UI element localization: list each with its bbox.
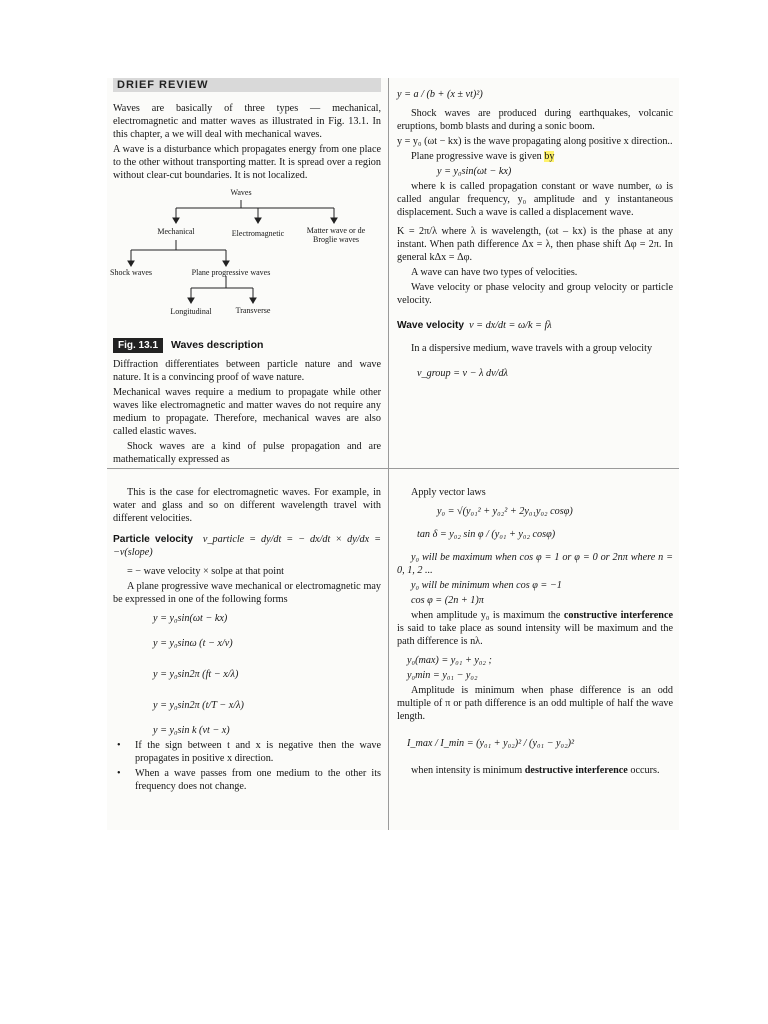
node-plane-progressive: Plane progressive waves: [191, 268, 271, 277]
plane-progressive-text: Plane progressive wave is given: [411, 151, 545, 162]
paragraph-plane-progressive: [397, 150, 673, 163]
paragraph-em-case: This is the case for electromagnetic waves. For example, in water and glass and so on different wavelength travel with different velocities.: [113, 487, 381, 524]
wave-velocity-label: Wave velocity: [397, 320, 465, 331]
left-bottom-column: [113, 486, 381, 795]
highlighted-word: by: [544, 151, 555, 162]
node-transverse: Transverse: [235, 306, 271, 315]
paragraph-diffraction: Diffraction differentiates between particle nature and wave nature. It is a convincing proof of wave nature.: [113, 359, 381, 383]
particle-velocity-line: [113, 533, 381, 559]
paragraph-shock-waves: Shock waves are a kind of pulse propagation and are mathematically expressed as: [113, 441, 381, 465]
scanned-page: [107, 78, 679, 830]
paragraph-wave-types: Waves are basically of three types — mechanical, electromagnetic and matter waves as illustrated in Fig. 13.1. In this chapter, a we will deal with mechanical waves.: [113, 103, 381, 140]
equation-form-2: y = y₀sinω (t − x/v): [153, 638, 233, 649]
paragraph-vector-laws: Apply vector laws: [411, 487, 486, 498]
particle-velocity-label: Particle velocity: [113, 534, 193, 545]
equation-intensity-ratio: I_max / I_min = (y₀₁ + y₀₂)² / (y₀₁ − y₀₂)²: [407, 738, 575, 749]
node-electromagnetic: Electromagnetic: [231, 229, 285, 238]
left-top-column: [110, 78, 381, 468]
paragraph-velocity-types: Wave velocity or phase velocity and group velocity or particle velocity.: [397, 282, 673, 306]
equation-form-5: y = y₀sin k (vt − x): [153, 725, 230, 736]
equation-shock-wave: y = a / (b + (x ± vt)²): [397, 89, 483, 100]
equation-group-velocity: v_group = v − λ dv/dλ: [417, 368, 508, 379]
constructive-text-pre: when amplitude y₀ is maximum the: [411, 610, 564, 621]
constructive-term: constructive interference: [563, 610, 673, 621]
equation-tan-delta: tan δ = y₀₂ sin φ / (y₀₁ + y₀₂ cosφ): [417, 529, 556, 540]
figure-label: Fig. 13.1: [113, 338, 163, 353]
node-shock-waves: Shock waves: [110, 268, 152, 277]
bullet-sign: • If the sign between t and x is negative then the wave propagates in positive x direction.: [113, 739, 381, 765]
paragraph-constructive: [397, 609, 673, 648]
equation-min-amplitude: y₀min = y₀₁ − y₀₂: [407, 670, 478, 681]
equation-max-amplitude: y₀(max) = y₀₁ + y₀₂ ;: [407, 655, 492, 666]
paragraph-two-velocities: A wave can have two types of velocities.: [411, 267, 578, 278]
paragraph-amplitude-minimum: Amplitude is minimum when phase difference is an odd multiple of π or path difference is an odd multiple of half the wave length.: [397, 685, 673, 722]
wave-velocity-line: [397, 319, 673, 332]
paragraph-maximum-condition: y₀ will be maximum when cos φ = 1 or φ = 0 or 2nπ where n = 0, 1, 2 ...: [397, 552, 673, 576]
paragraph-dispersive: In a dispersive medium, wave travels with a group velocity: [411, 343, 653, 354]
vertical-divider: [388, 78, 389, 830]
paragraph-wave-definition: A wave is a disturbance which propagates energy from one place to the other without transporting matter. It is spread over a region without clear-cut boundaries. It is not localized.: [113, 144, 381, 181]
destructive-term: destructive interference: [524, 765, 628, 776]
equation-form-3: y = y₀sin2π (ft − x/λ): [153, 669, 239, 680]
particle-velocity-equation: v_particle = dy/dt = − dx/dt × dy/dx = −v(slope): [113, 534, 381, 558]
paragraph-wave-number: where k is called propagation constant or wave number, ω is called angular frequency, y₀ amplitude and y instantaneous displacement. Such a wave is called a displacement wave.: [397, 181, 673, 218]
node-mechanical: Mechanical: [157, 227, 195, 236]
figure-title: Waves description: [171, 339, 264, 351]
paragraph-destructive: [397, 764, 673, 777]
figure-caption: [113, 338, 381, 353]
waves-tree-diagram: [110, 184, 381, 336]
bullet-frequency: • When a wave passes from one medium to the other its frequency does not change.: [113, 767, 381, 793]
right-bottom-column: [397, 486, 673, 779]
paragraph-cos-phi: cos φ = (2n + 1)π: [411, 595, 484, 606]
equation-form-1: y = y₀sin(ωt − kx): [153, 613, 228, 624]
paragraph-minimum-condition: y₀ will be minimum when cos φ = −1: [411, 580, 562, 591]
equation-resultant-amplitude: y₀ = √(y₀₁² + y₀₂² + 2y₀₁y₀₂ cosφ): [437, 506, 573, 517]
node-waves: Waves: [230, 188, 252, 197]
destructive-text-pre: when intensity is minimum: [411, 765, 525, 776]
constructive-text-post: is said to take place as sound intensity will be maximum and the path difference is nλ.: [397, 623, 673, 647]
section-banner: DRIEF REVIEW: [113, 78, 381, 92]
node-longitudinal: Longitudinal: [170, 307, 212, 316]
right-top-column: [397, 82, 673, 382]
paragraph-shock-sources: Shock waves are produced during earthquakes, volcanic eruptions, bomb blasts and during a sonic boom.: [397, 108, 673, 132]
node-matter-wave: Matter wave or de Broglie waves: [306, 226, 366, 244]
paragraph-phase: K = 2π/λ where λ is wavelength, (ωt – kx) is the phase at any instant. When path difference Δx = λ, then phase shift Δφ = 2π. In general kΔx = Δφ.: [397, 226, 673, 263]
destructive-text-post: occurs.: [627, 765, 660, 776]
paragraph-positive-x: y = y₀ (ωt − kx) is the wave propagating along positive x direction..: [397, 136, 673, 147]
equation-form-4: y = y₀sin2π (t/T − x/λ): [153, 700, 244, 711]
paragraph-slope: = − wave velocity × solpe at that point: [127, 566, 284, 577]
horizontal-divider: [107, 468, 679, 469]
wave-velocity-equation: v = dx/dt = ω/k = fλ: [469, 320, 552, 331]
paragraph-mechanical-waves: Mechanical waves require a medium to propagate while other waves like electromagnetic and matter waves do not require any medium to propagate. Therefore, mechanical waves are also called elastic waves.: [113, 387, 381, 437]
equation-plane-wave: y = y₀sin(ωt − kx): [437, 166, 512, 177]
paragraph-forms: A plane progressive wave mechanical or electromagnetic may be expressed in one of the following forms: [113, 581, 381, 605]
